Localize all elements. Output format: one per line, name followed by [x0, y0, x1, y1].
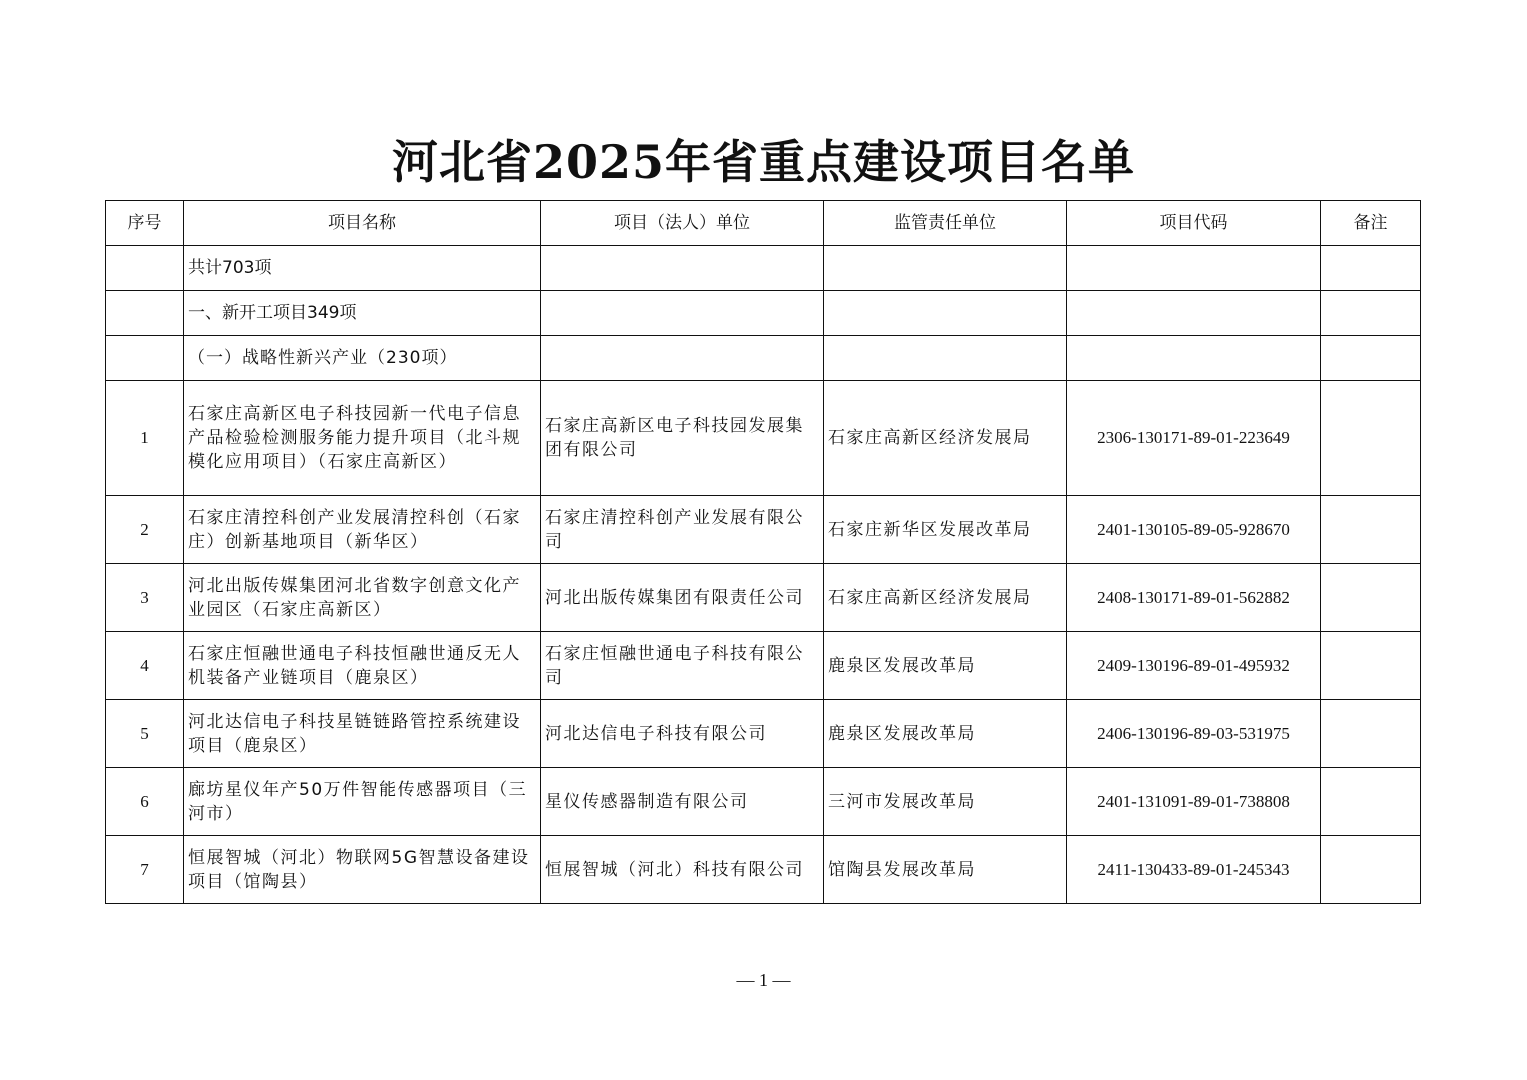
row-project-name: 石家庄恒融世通电子科技恒融世通反无人机装备产业链项目（鹿泉区）	[184, 632, 541, 700]
total-row	[106, 246, 1421, 291]
header-code: 项目代码	[1067, 201, 1321, 246]
row-project-code: 2409-130196-89-01-495932	[1067, 632, 1321, 700]
row-seq: 6	[106, 768, 184, 836]
row-seq: 1	[106, 381, 184, 496]
row-project-unit: 石家庄高新区电子科技园发展集团有限公司	[541, 381, 824, 496]
table-row	[106, 381, 1421, 496]
row-project-code: 2406-130196-89-03-531975	[1067, 700, 1321, 768]
row-project-name: 廊坊星仪年产50万件智能传感器项目（三河市）	[184, 768, 541, 836]
page-number: — 1 —	[736, 970, 791, 990]
subsection-row	[106, 336, 1421, 381]
table-row	[106, 700, 1421, 768]
empty-cell	[824, 246, 1067, 291]
empty-cell	[1321, 291, 1421, 336]
row-project-code: 2306-130171-89-01-223649	[1067, 381, 1321, 496]
row-note	[1321, 632, 1421, 700]
header-unit: 项目（法人）单位	[541, 201, 824, 246]
row-project-code: 2408-130171-89-01-562882	[1067, 564, 1321, 632]
row-project-code: 2401-131091-89-01-738808	[1067, 768, 1321, 836]
row-project-unit: 河北出版传媒集团有限责任公司	[541, 564, 824, 632]
row-supervisor: 石家庄高新区经济发展局	[824, 564, 1067, 632]
header-name: 项目名称	[184, 201, 541, 246]
row-project-code: 2401-130105-89-05-928670	[1067, 496, 1321, 564]
subsection-label: （一）战略性新兴产业（230项）	[184, 336, 541, 381]
empty-cell	[106, 246, 184, 291]
section-row	[106, 291, 1421, 336]
row-project-name: 石家庄高新区电子科技园新一代电子信息产品检验检测服务能力提升项目（北斗规模化应用项目）（石家庄高新区）	[184, 381, 541, 496]
empty-cell	[106, 336, 184, 381]
row-note	[1321, 496, 1421, 564]
empty-cell	[824, 336, 1067, 381]
row-seq: 7	[106, 836, 184, 904]
row-supervisor: 石家庄高新区经济发展局	[824, 381, 1067, 496]
empty-cell	[1321, 336, 1421, 381]
row-note	[1321, 768, 1421, 836]
project-table	[105, 200, 1421, 904]
header-note: 备注	[1321, 201, 1421, 246]
row-note	[1321, 381, 1421, 496]
empty-cell	[824, 291, 1067, 336]
empty-cell	[541, 291, 824, 336]
table-row	[106, 632, 1421, 700]
row-note	[1321, 700, 1421, 768]
row-seq: 2	[106, 496, 184, 564]
empty-cell	[1321, 246, 1421, 291]
table-row	[106, 496, 1421, 564]
document-title: 河北省2025年省重点建设项目名单	[391, 135, 1136, 189]
row-project-name: 河北出版传媒集团河北省数字创意文化产业园区（石家庄高新区）	[184, 564, 541, 632]
row-project-name: 河北达信电子科技星链链路管控系统建设项目（鹿泉区）	[184, 700, 541, 768]
row-note	[1321, 836, 1421, 904]
row-seq: 4	[106, 632, 184, 700]
empty-cell	[1067, 246, 1321, 291]
row-seq: 3	[106, 564, 184, 632]
row-project-unit: 河北达信电子科技有限公司	[541, 700, 824, 768]
empty-cell	[541, 246, 824, 291]
section-label: 一、新开工项目349项	[184, 291, 541, 336]
row-project-code: 2411-130433-89-01-245343	[1067, 836, 1321, 904]
empty-cell	[1067, 336, 1321, 381]
row-seq: 5	[106, 700, 184, 768]
row-supervisor: 石家庄新华区发展改革局	[824, 496, 1067, 564]
header-seq: 序号	[106, 201, 184, 246]
row-project-name: 石家庄清控科创产业发展清控科创（石家庄）创新基地项目（新华区）	[184, 496, 541, 564]
table-row	[106, 768, 1421, 836]
table-header-row	[106, 201, 1421, 246]
table-row	[106, 836, 1421, 904]
row-supervisor: 馆陶县发展改革局	[824, 836, 1067, 904]
empty-cell	[1067, 291, 1321, 336]
total-count-label: 共计703项	[184, 246, 541, 291]
row-supervisor: 鹿泉区发展改革局	[824, 700, 1067, 768]
row-note	[1321, 564, 1421, 632]
empty-cell	[106, 291, 184, 336]
row-supervisor: 三河市发展改革局	[824, 768, 1067, 836]
empty-cell	[541, 336, 824, 381]
table-row	[106, 564, 1421, 632]
row-project-unit: 石家庄清控科创产业发展有限公司	[541, 496, 824, 564]
header-supervisor: 监管责任单位	[824, 201, 1067, 246]
row-project-unit: 星仪传感器制造有限公司	[541, 768, 824, 836]
row-project-name: 恒展智城（河北）物联网5G智慧设备建设项目（馆陶县）	[184, 836, 541, 904]
row-supervisor: 鹿泉区发展改革局	[824, 632, 1067, 700]
row-project-unit: 石家庄恒融世通电子科技有限公司	[541, 632, 824, 700]
row-project-unit: 恒展智城（河北）科技有限公司	[541, 836, 824, 904]
